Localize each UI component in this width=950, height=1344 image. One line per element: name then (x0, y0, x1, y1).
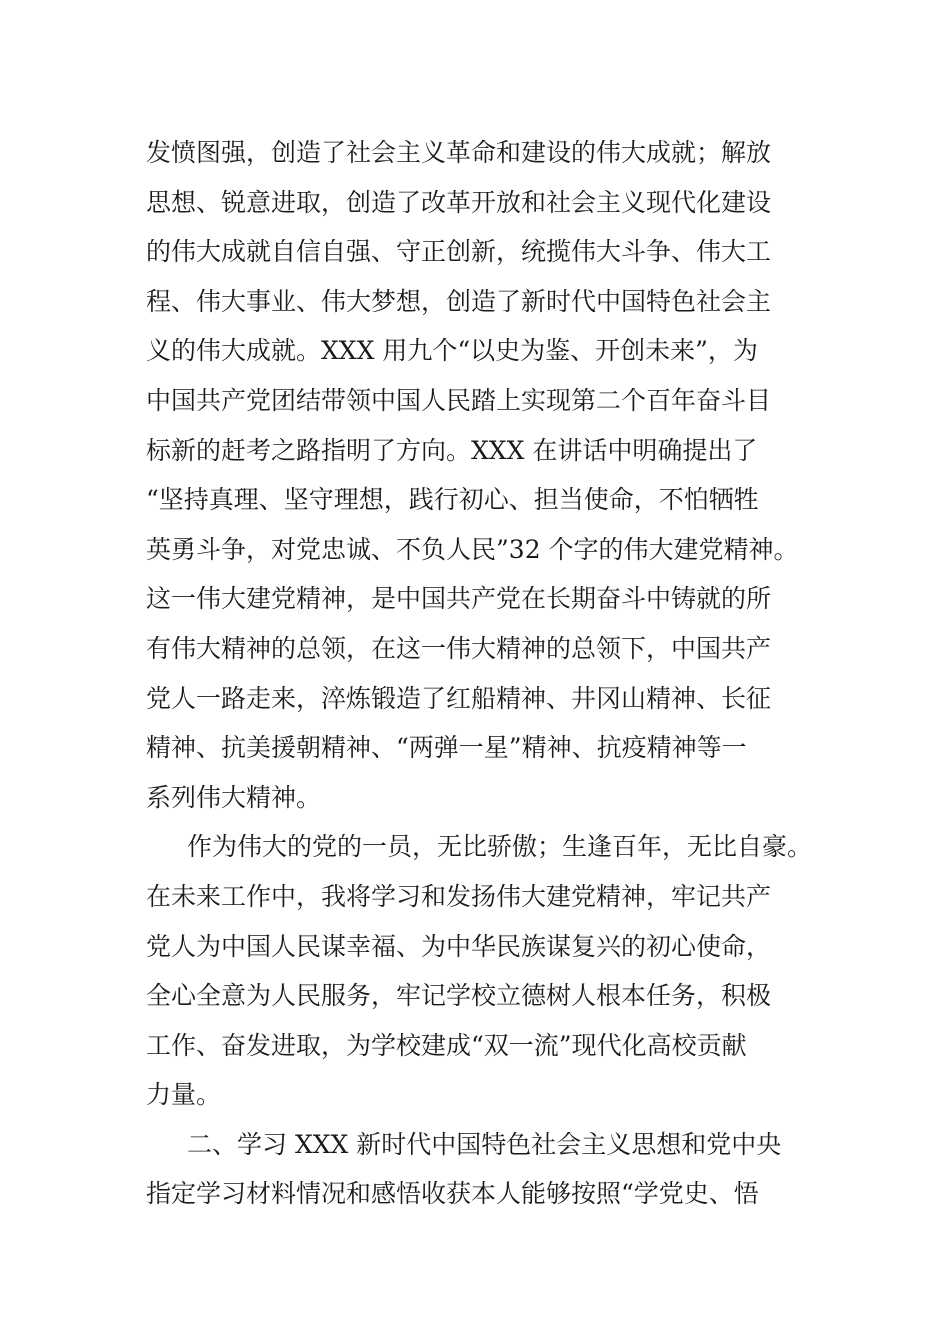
text-line: 指定学习材料情况和感悟收获本人能够按照“学党史、悟 (146, 1179, 759, 1209)
text-line: 这一伟大建党精神，是中国共产党在长期奋斗中铸就的所 (146, 584, 772, 614)
text-line: 思想、锐意进取，创造了改革开放和社会主义现代化建设 (146, 187, 772, 217)
text-line: 的伟大成就自信自强、守正创新，统揽伟大斗争、伟大工 (146, 237, 772, 267)
paragraph-start-line: 作为伟大的党的一员，无比骄傲；生逢百年，无比自豪。 (187, 832, 813, 862)
text-line: 精神、抗美援朝精神、“两弹一星”精神、抗疫精神等一 (146, 733, 747, 763)
text-line: 在未来工作中，我将学习和发扬伟大建党精神，牢记共产 (146, 881, 772, 911)
text-line: 力量。 (146, 1080, 222, 1110)
section-heading-line: 二、学习 XXX 新时代中国特色社会主义思想和党中央 (187, 1129, 782, 1159)
text-line: 标新的赶考之路指明了方向。XXX 在讲话中明确提出了 (146, 435, 758, 465)
text-line: 程、伟大事业、伟大梦想，创造了新时代中国特色社会主 (146, 286, 772, 316)
text-line: 发愤图强，创造了社会主义革命和建设的伟大成就；解放 (146, 138, 772, 167)
text-line: 党人为中国人民谋幸福、为中华民族谋复兴的初心使命， (146, 931, 772, 961)
text-line: 党人一路走来，淬炼锻造了红船精神、井冈山精神、长征 (146, 683, 772, 713)
text-line: 义的伟大成就。XXX 用九个“以史为鉴、开创未来”，为 (146, 336, 758, 366)
body-text (146, 128, 826, 1219)
text-line: 工作、奋发进取，为学校建成“双一流”现代化高校贡献 (146, 1030, 747, 1060)
text-line: 全心全意为人民服务，牢记学校立德树人根本任务，积极 (146, 981, 772, 1011)
text-line: 系列伟大精神。 (146, 782, 322, 812)
text-line: 中国共产党团结带领中国人民踏上实现第二个百年奋斗目 (146, 385, 772, 415)
text-line: 英勇斗争，对党忠诚、不负人民”32 个字的伟大建党精神。 (146, 534, 799, 564)
text-line: “坚持真理、坚守理想，践行初心、担当使命，不怕牺牲 (146, 485, 759, 515)
text-line: 有伟大精神的总领，在这一伟大精神的总领下，中国共产 (146, 633, 772, 663)
